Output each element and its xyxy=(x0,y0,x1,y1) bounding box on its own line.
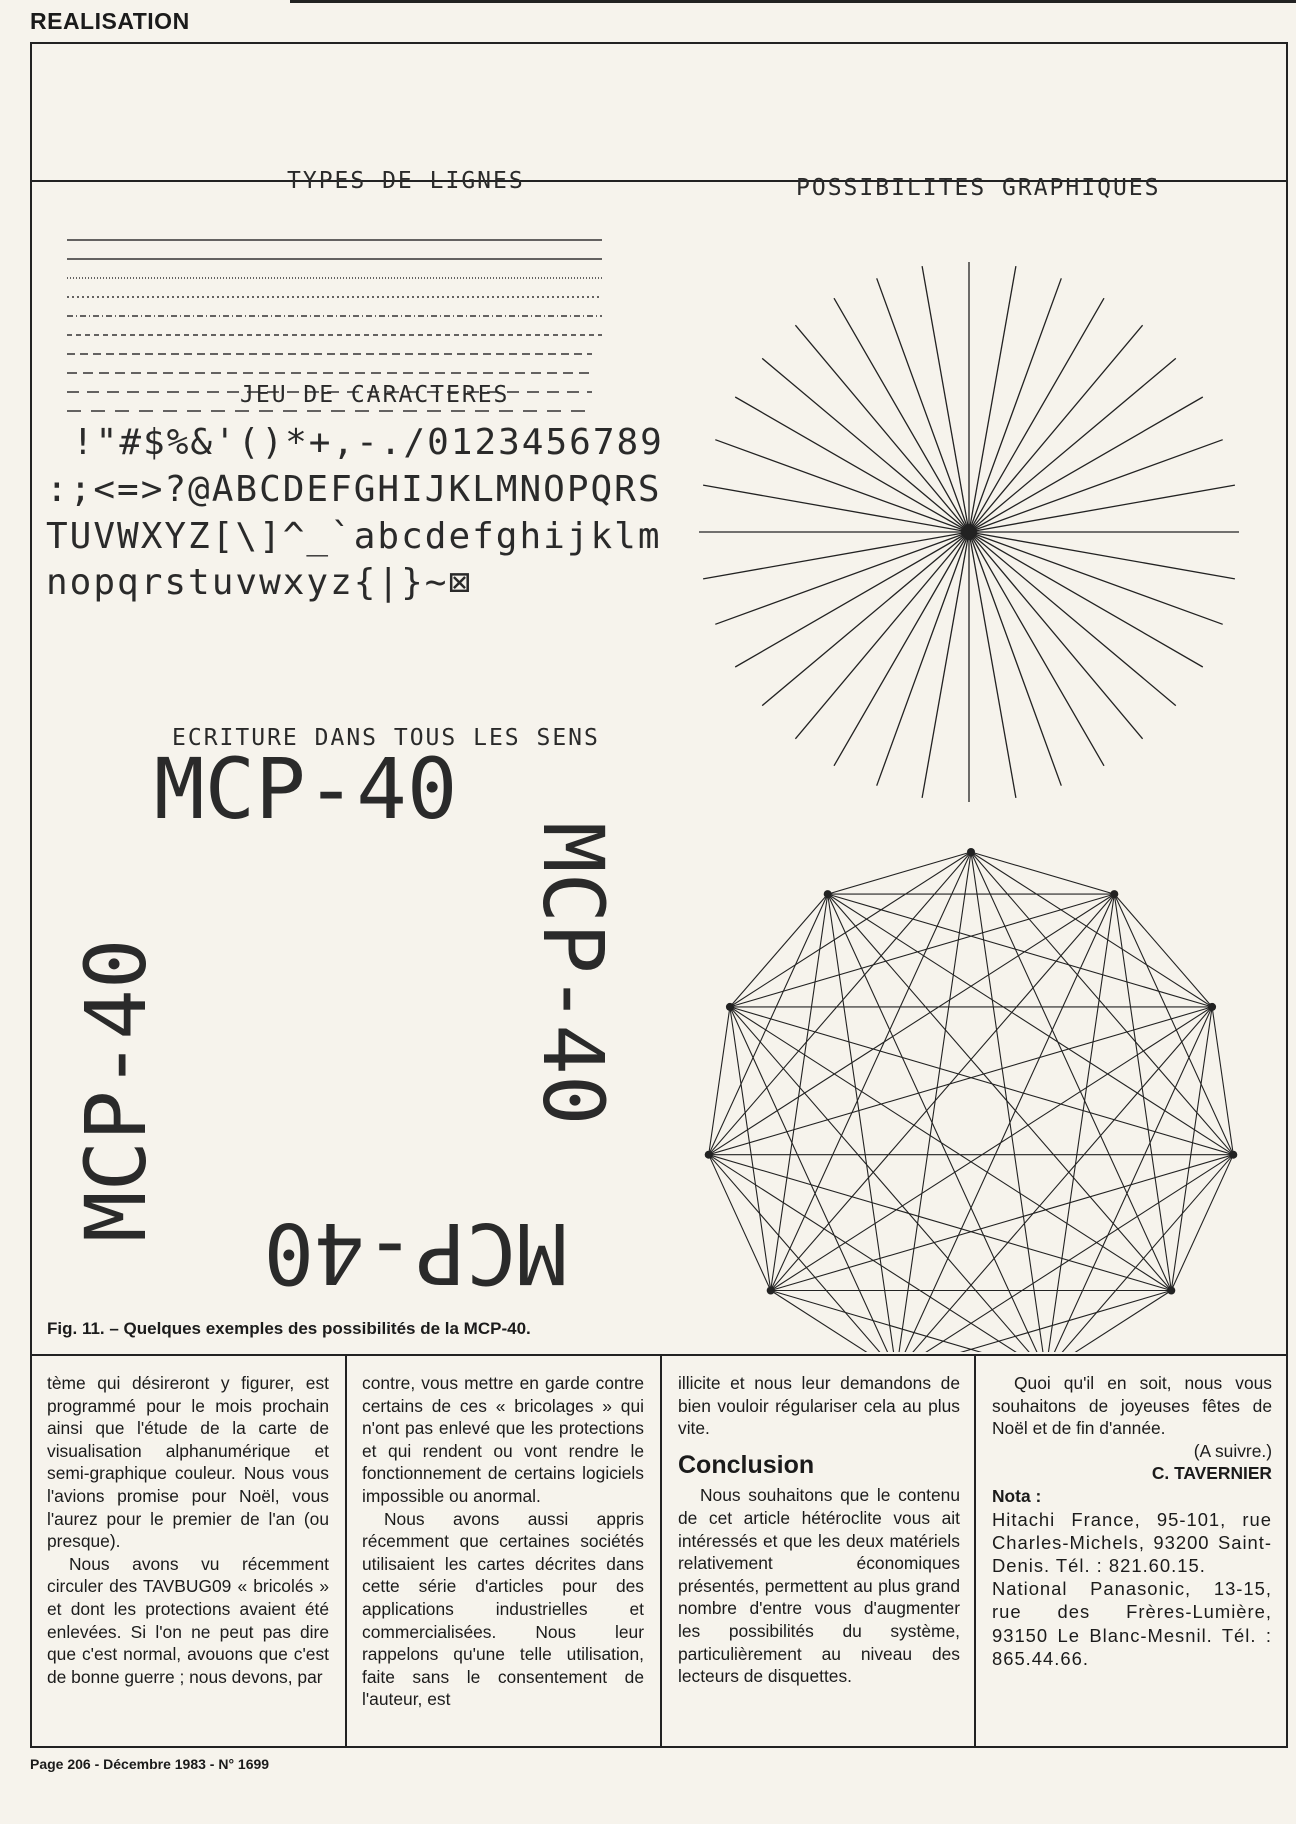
to-follow-note: (A suivre.) xyxy=(1193,1440,1272,1461)
polygon-chord xyxy=(1114,894,1171,1290)
paragraph: Quoi qu'il en soit, nous vous souhaitons de joyeuses fêtes de Noël et de fin d'année. xyxy=(992,1373,1272,1439)
polygon-chord xyxy=(730,1007,771,1291)
article-column-1 xyxy=(47,1372,329,1688)
polygon-chord xyxy=(896,1291,1171,1353)
polygon-chord xyxy=(709,1007,1212,1155)
polygon-vertex xyxy=(967,848,975,856)
polygon-chord xyxy=(1114,894,1233,1155)
section-label: REALISATION xyxy=(30,8,190,34)
polygon-vertex xyxy=(1229,1151,1237,1159)
polygon-chord xyxy=(971,852,1212,1007)
figure-caption xyxy=(47,1319,531,1339)
graphics-drawing xyxy=(32,182,1286,1352)
nota-address-2: National Panasonic, 13-15, rue des Frères-Lumière, 93150 Le Blanc-Mesnil. Tél. : 865.44.66. xyxy=(992,1578,1272,1669)
mcp-text-horizontal: MCP-40 xyxy=(154,740,458,838)
mcp-text-rotated-left: MCP-40 xyxy=(67,938,165,1242)
polygon-vertex xyxy=(1110,890,1118,898)
polygon-chord xyxy=(828,894,1234,1155)
paragraph: Nous souhaitons que le contenu de cet article hétéroclite vous ait intéressés et que les deux matériels relativement économiques présentés, permettent au plus grand nombre d'entre vous d'augmenter les possibilités du système, particulièrement au niveau des lecteurs de disquettes. xyxy=(678,1485,960,1687)
polygon-chord xyxy=(971,852,1114,894)
column-separator xyxy=(974,1354,976,1748)
polygon-chord xyxy=(1114,894,1212,1007)
polygon-chord xyxy=(771,894,828,1290)
polygon-chord xyxy=(730,894,828,1007)
column-separator xyxy=(345,1354,347,1748)
writing-title: ECRITURE DANS TOUS LES SENS xyxy=(172,725,600,751)
polygon-chord xyxy=(771,1155,1234,1291)
paragraph: Nous avons vu récemment circuler des TAVBUG09 « bricolés » et dont les protections avaient été enlevées. Si l'on ne peut pas dire que c'est normal, avouons que c'est de bonne guerre ; nous devons, par xyxy=(47,1553,329,1687)
mcp-text-rotated-right: MCP-40 xyxy=(524,822,622,1126)
article-column-2 xyxy=(362,1372,644,1711)
article-column-3 xyxy=(678,1372,960,1688)
paragraph: illicite et nous leur demandons de bien vouloir régulariser cela au plus vite. xyxy=(678,1373,960,1439)
article-column-4 xyxy=(992,1372,1272,1670)
polygon-vertex xyxy=(705,1151,713,1159)
top-rule xyxy=(290,0,1296,3)
polygon-chord xyxy=(1046,894,1115,1352)
starburst-center xyxy=(961,524,977,540)
polygon-chord xyxy=(771,852,971,1291)
nota-address-1: Hitachi France, 95-101, rue Charles-Michels, 93200 Saint-Denis. Tél. : 821.60.15. xyxy=(992,1508,1272,1576)
polygon-vertex xyxy=(1167,1287,1175,1295)
polygon-chord xyxy=(771,894,1115,1290)
line-types-title: TYPES DE LIGNES xyxy=(287,168,525,194)
polygon-chord xyxy=(771,1291,1046,1353)
polygon-chord xyxy=(971,852,1171,1291)
caption-fig-label: Fig. 11. xyxy=(47,1319,105,1338)
polygon-chord xyxy=(828,852,971,894)
polygon-chord xyxy=(771,1291,897,1353)
figure-11 xyxy=(32,168,1286,1352)
page-footer: Page 206 - Décembre 1983 - N° 1699 xyxy=(30,1756,270,1772)
paragraph: tème qui désireront y figurer, est programmé pour le mois prochain ainsi que l'étude de la carte de visualisation alphanumérique et semi-graphique couleur. Nous vous l'avions promise pour Noël, vous l'aurez pour le premier de l'an (ou presque). xyxy=(47,1373,329,1552)
polygon-chord xyxy=(828,894,897,1352)
polygon-chord xyxy=(730,852,971,1007)
charset-line-1: !"#$%&'()*+,-./0123456789 xyxy=(72,422,664,463)
conclusion-heading: Conclusion xyxy=(678,1450,815,1479)
polygon-vertex xyxy=(767,1287,775,1295)
nota-label: Nota : xyxy=(992,1485,1042,1506)
polygon-chord xyxy=(828,894,1172,1290)
graphic-title: POSSIBILITES GRAPHIQUES xyxy=(796,175,1161,201)
caption-text: – Quelques exemples des possibilités de la MCP-40. xyxy=(104,1319,531,1338)
polygon-chord xyxy=(709,1155,1172,1291)
polygon-vertex xyxy=(726,1003,734,1011)
polygon-vertex xyxy=(1208,1003,1216,1011)
charset-line-4: nopqrstuvwxyz{|}~⊠ xyxy=(46,562,473,603)
column-separator xyxy=(660,1354,662,1748)
polygon-vertex xyxy=(824,890,832,898)
paragraph: Nous avons aussi appris récemment que certaines sociétés utilisaient les cartes décrites dans cette série d'articles pour des applications industrielles et commercialisées. Nous leur rappelons qu'une telle utilisation, faite sans le consentement de l'auteur, est xyxy=(362,1508,644,1710)
mcp-text-upside-down: MCP-40 xyxy=(263,1204,567,1302)
polygon-chord xyxy=(771,1007,1212,1291)
polygon-chord xyxy=(709,894,1115,1155)
polygon-chord xyxy=(709,1155,1046,1352)
polygon-chord xyxy=(730,1007,1171,1291)
polygon-chord xyxy=(730,1007,1233,1155)
polygon-chord xyxy=(709,894,828,1155)
polygon-chord xyxy=(896,1155,1233,1352)
polygon-chord xyxy=(1046,1291,1172,1353)
author-signature: C. TAVERNIER xyxy=(1151,1463,1272,1484)
charset-line-3: TUVWXYZ[\]^_`abcdefghijklm xyxy=(46,516,662,557)
columns-top-rule xyxy=(30,1354,1288,1356)
charset-title: JEU DE CARACTERES xyxy=(240,382,510,408)
charset-line-2: :;<=>?@ABCDEFGHIJKLMNOPQRS xyxy=(46,469,662,510)
paragraph: contre, vous mettre en garde contre certains de ces « bricolages » qui n'ont pas enlevé que les protections et qui rendent ou vont rendre le fonctionnement de certains logiciels impossible ou anormal. xyxy=(362,1373,644,1506)
polygon-chord xyxy=(1171,1007,1212,1291)
